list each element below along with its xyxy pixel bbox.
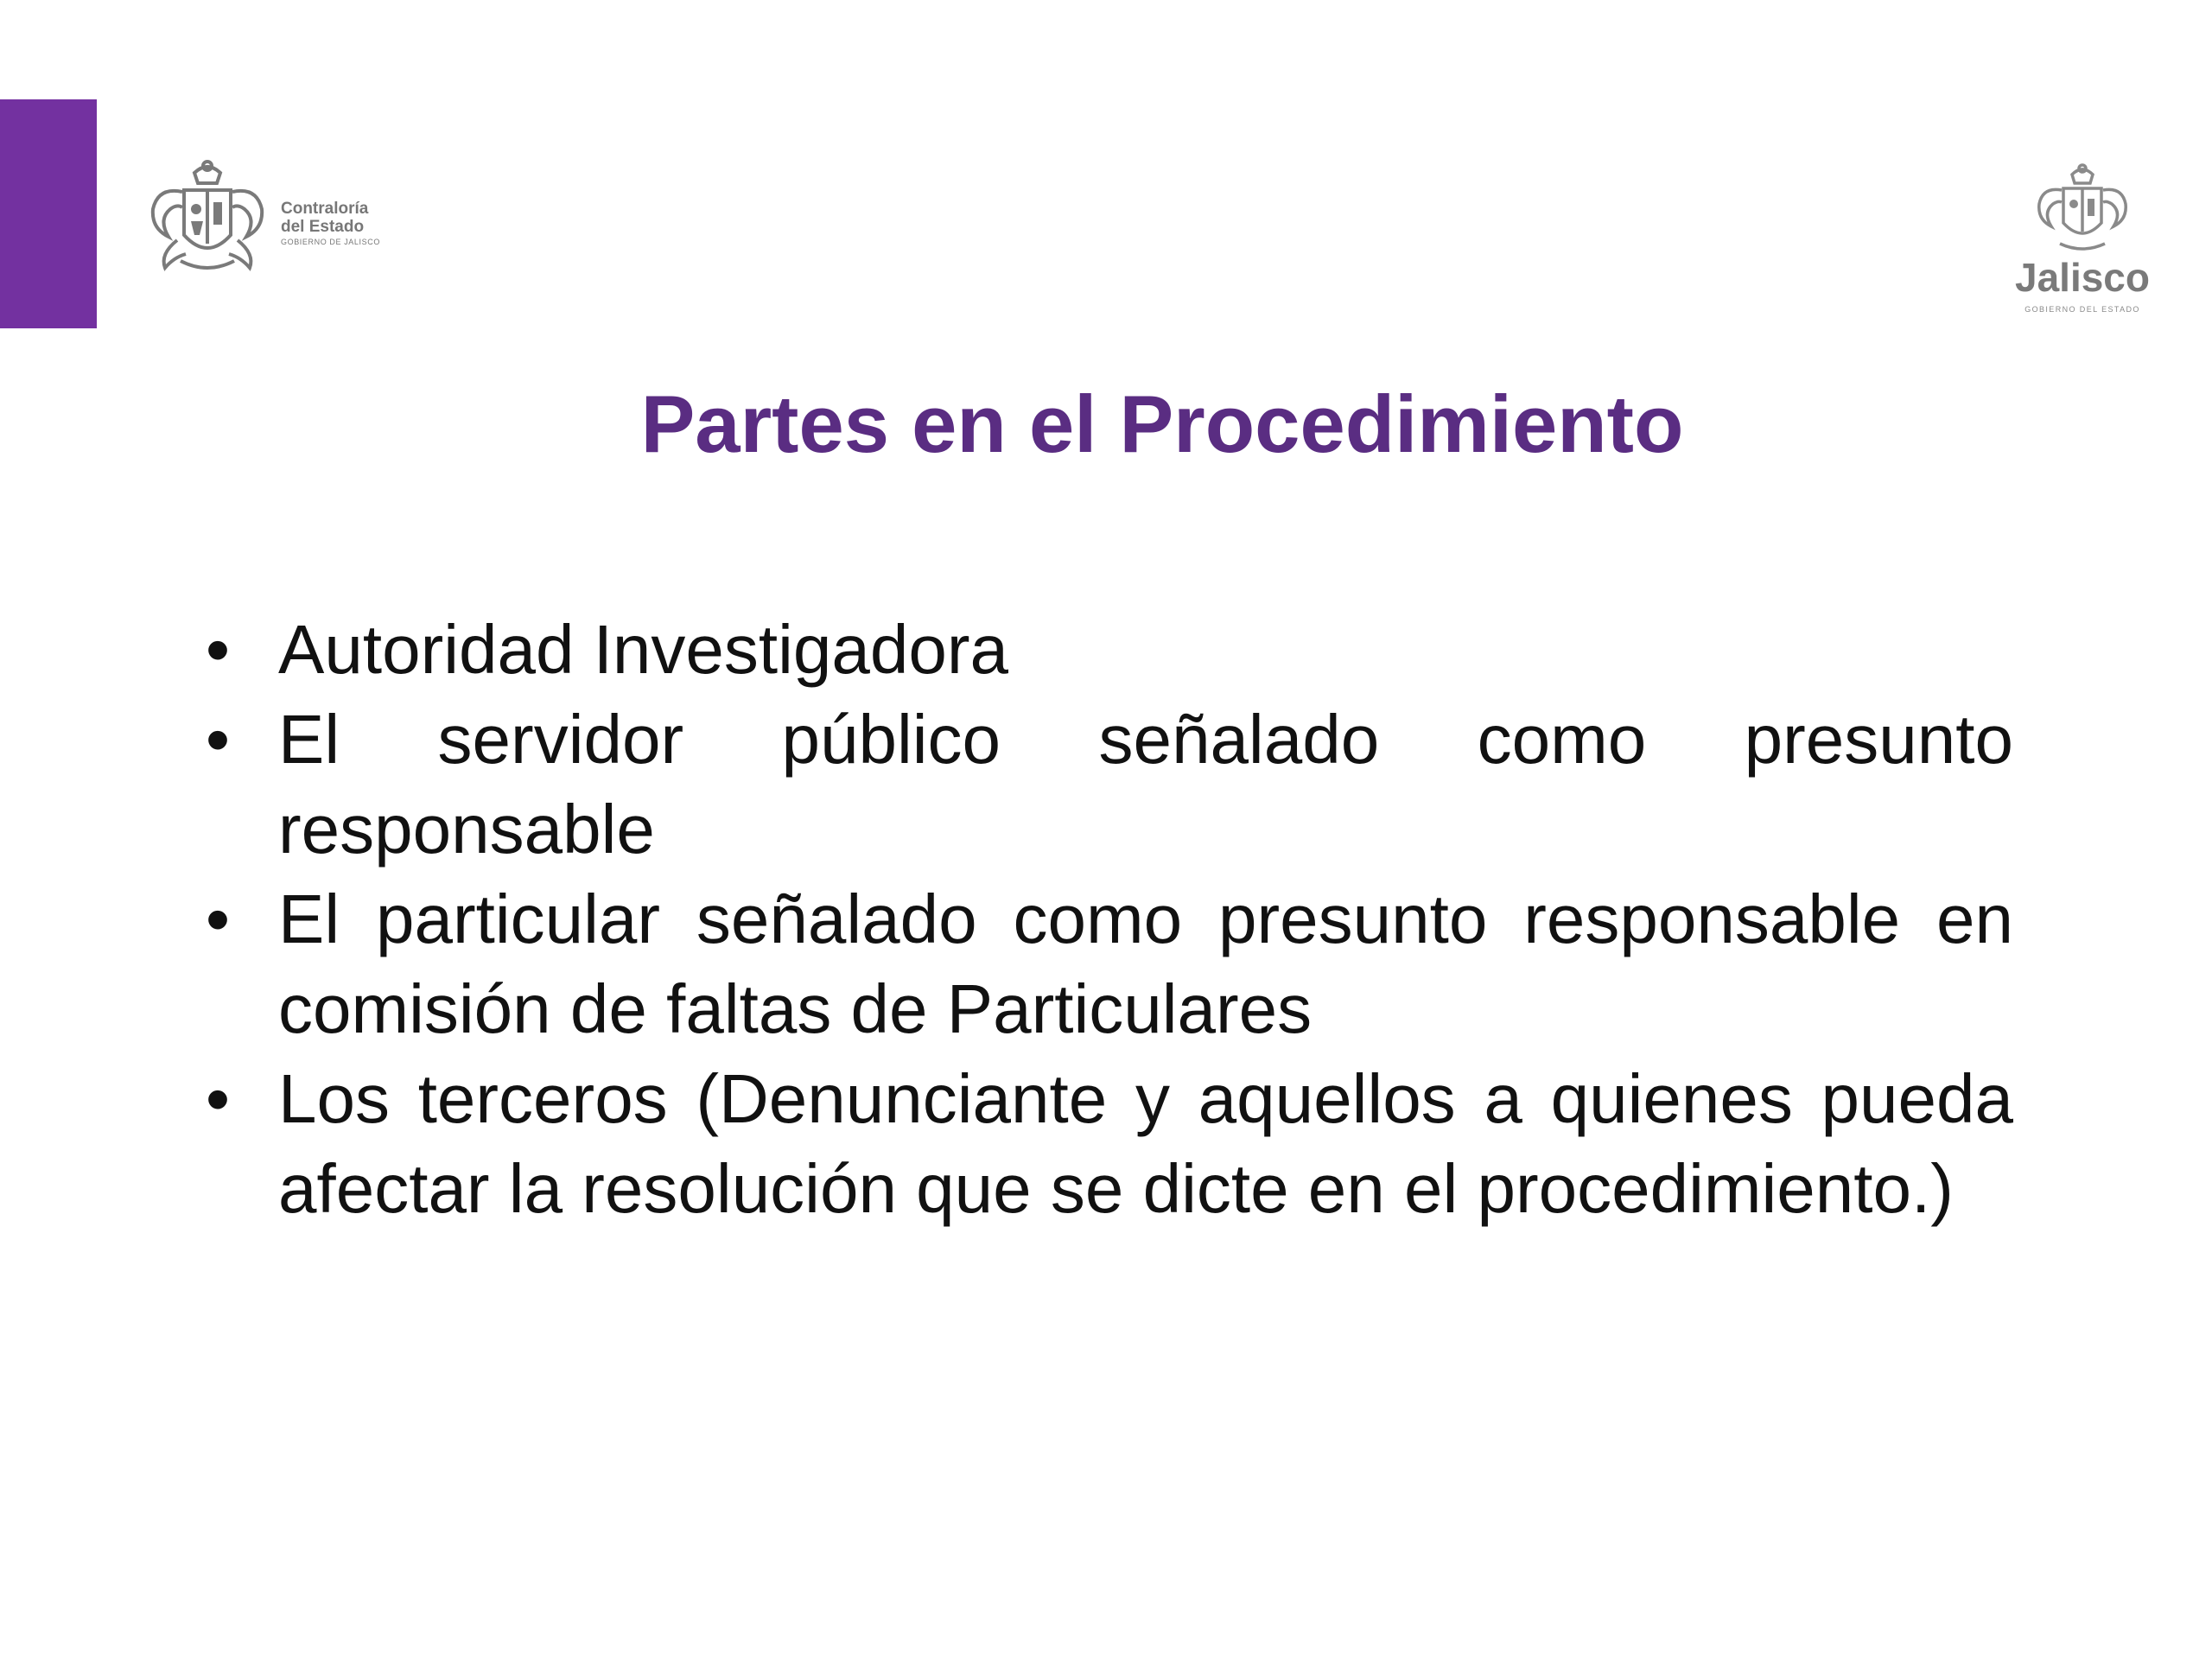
logo-left-line1: Contraloría bbox=[281, 200, 369, 218]
jalisco-logo-subtitle: GOBIERNO DEL ESTADO bbox=[2024, 305, 2140, 314]
contraloria-logo-text bbox=[281, 200, 380, 248]
bullet-icon: • bbox=[206, 611, 231, 688]
list-item bbox=[199, 605, 2013, 695]
bullet-text: El servidor público señalado como presunto responsable bbox=[278, 701, 2013, 868]
bullet-text: Los terceros (Denunciante y aquellos a quienes pueda afectar la resolución que se dicte en el procedimiento.) bbox=[278, 1060, 2013, 1227]
contraloria-logo bbox=[143, 157, 419, 278]
bullet-icon: • bbox=[206, 1060, 231, 1137]
slide-title: Partes en el Procedimiento bbox=[640, 378, 1684, 469]
bullet-list bbox=[199, 605, 2013, 1234]
jalisco-logo-name: Jalisco bbox=[2015, 255, 2150, 300]
accent-bar bbox=[0, 99, 97, 328]
bullet-text: Autoridad Investigadora bbox=[278, 611, 1008, 688]
logo-left-line3: GOBIERNO DE JALISCO bbox=[281, 238, 380, 246]
jalisco-logo bbox=[1996, 162, 2169, 327]
list-item bbox=[199, 1054, 2013, 1234]
list-item bbox=[199, 874, 2013, 1054]
bullet-icon: • bbox=[206, 701, 231, 778]
bullet-text: El particular señalado como presunto responsable en comisión de faltas de Particulares bbox=[278, 880, 2013, 1047]
bullet-icon: • bbox=[206, 880, 231, 957]
list-item bbox=[199, 695, 2013, 874]
coat-of-arms-icon bbox=[143, 157, 272, 278]
coat-of-arms-icon bbox=[2031, 162, 2134, 252]
logo-left-line2: del Estado bbox=[281, 218, 365, 236]
